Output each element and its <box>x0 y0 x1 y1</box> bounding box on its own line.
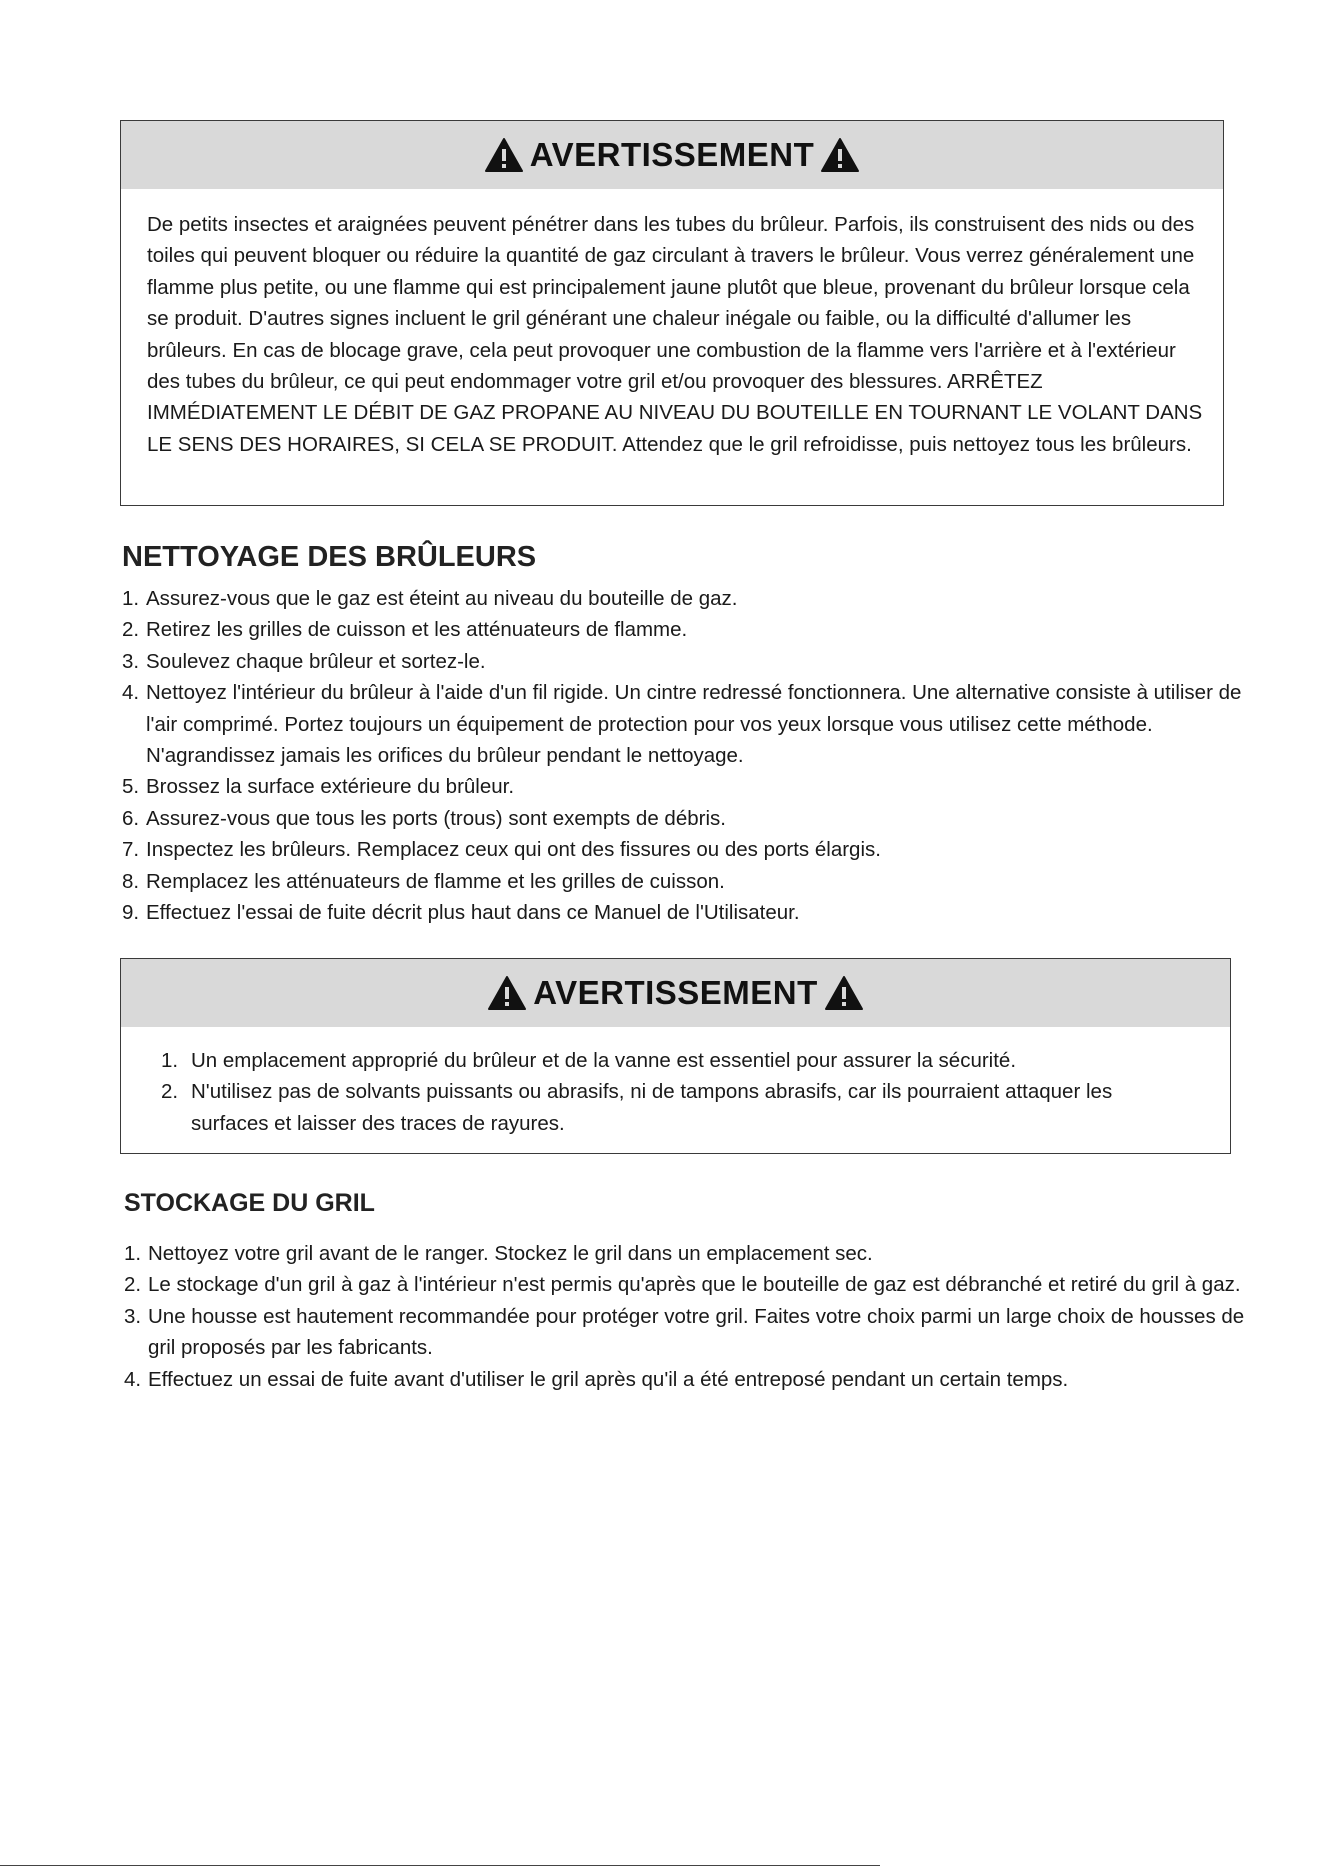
section-title-storage: STOCKAGE DU GRIL <box>124 1189 375 1217</box>
list-item <box>122 646 1246 677</box>
step-number: 4. <box>124 1367 142 1391</box>
list-item <box>124 1238 1246 1269</box>
step-text: Effectuez un essai de fuite avant d'utiliser le gril après qu'il a été entreposé pendant un certain temps. <box>148 1367 1069 1391</box>
step-text: Le stockage d'un gril à gaz à l'intérieur n'est permis qu'après que le bouteille de gaz est débranché et retiré du gril à gaz. <box>148 1273 1241 1297</box>
storage-steps-list <box>124 1238 1246 1395</box>
warning-box-insects <box>120 120 1224 506</box>
step-number: 3. <box>124 1304 142 1328</box>
warning-text: De petits insectes et araignées peuvent pénétrer dans les tubes du brûleur. Parfois, ils construisent des nids ou des toiles qui peuvent bloquer ou réduire la quantité de gaz circulant à travers le brûleur. Vous verrez généralement une flamme plus petite, ou une flamme qui est principalement jaune plutôt que bleue, provenant du brûleur lorsque cela se produit. D'autres signes incluent le gril générant une chaleur inégale ou faible, ou la difficulté d'allumer les brûleurs. En cas de blocage grave, cela peut provoquer une combustion de la flamme vers l'arrière et à l'extérieur des tubes du brûleur, ce qui peut endommager votre gril et/ou provoquer des blessures. ARRÊTEZ IMMÉDIATEMENT LE DÉBIT DE GAZ PROPANE AU NIVEAU DU BOUTEILLE EN TOURNANT LE VOLANT DANS LE SENS DES HORAIRES, SI CELA SE PRODUIT. Attendez que le gril refroidisse, puis nettoyez tous les brûleurs. <box>147 213 1203 456</box>
list-item <box>122 803 1246 834</box>
list-item <box>122 583 1246 614</box>
step-number: 5. <box>122 775 140 799</box>
warning-triangle-icon <box>824 975 864 1011</box>
step-text: Une housse est hautement recommandée pour protéger votre gril. Faites votre choix parmi un large choix de housses de gril proposés par les fabricants. <box>148 1304 1245 1360</box>
list-item <box>124 1269 1246 1300</box>
section-title-cleaning: NETTOYAGE DES BRÛLEURS <box>122 541 537 573</box>
list-item <box>147 1045 1190 1076</box>
warning-triangle-icon <box>487 975 527 1011</box>
step-number: 7. <box>122 838 140 862</box>
warning-title: AVERTISSEMENT <box>533 974 818 1011</box>
step-number: 1. <box>124 1242 142 1265</box>
step-text: Retirez les grilles de cuisson et les atténuateurs de flamme. <box>146 618 688 642</box>
warning-triangle-icon <box>484 137 524 173</box>
step-text: Effectuez l'essai de fuite décrit plus haut dans ce Manuel de l'Utilisateur. <box>146 901 800 925</box>
item-number: 1. <box>161 1049 179 1072</box>
warning-header <box>121 121 1223 189</box>
step-number: 4. <box>122 681 140 705</box>
step-number: 6. <box>122 806 140 830</box>
step-number: 2. <box>122 618 140 642</box>
cleaning-steps-list <box>122 583 1246 928</box>
step-text: Brossez la surface extérieure du brûleur. <box>146 775 515 799</box>
list-item <box>122 614 1246 645</box>
warning-header <box>121 959 1230 1027</box>
page-bottom-rule <box>0 1865 880 1866</box>
step-text: Nettoyez l'intérieur du brûleur à l'aide d'un fil rigide. Un cintre redressé fonctionnera. Une alternative consiste à utiliser de l'air comprimé. Portez toujours un équipement de protection pour vos yeux lorsque vous utilisez cette méthode. N'agrandissez jamais les orifices du brûleur pendant le nettoyage. <box>146 681 1242 768</box>
item-text: N'utilisez pas de solvants puissants ou abrasifs, ni de tampons abrasifs, car ils pourraient attaquer les surfaces et laisser des traces de rayures. <box>191 1080 1113 1135</box>
step-text: Inspectez les brûleurs. Remplacez ceux qui ont des fissures ou des ports élargis. <box>146 838 881 862</box>
warning-list <box>147 1045 1190 1139</box>
list-item <box>122 866 1246 897</box>
step-text: Soulevez chaque brûleur et sortez-le. <box>146 649 486 673</box>
list-item <box>122 677 1246 771</box>
step-text: Remplacez les atténuateurs de flamme et les grilles de cuisson. <box>146 869 725 893</box>
item-text: Un emplacement approprié du brûleur et de la vanne est essentiel pour assurer la sécurité. <box>191 1049 1017 1072</box>
warning-title: AVERTISSEMENT <box>529 136 815 173</box>
step-number: 8. <box>122 869 140 893</box>
step-text: Assurez-vous que le gaz est éteint au niveau du bouteille de gaz. <box>146 587 738 610</box>
list-item <box>147 1076 1190 1139</box>
step-number: 1. <box>122 587 140 610</box>
list-item <box>124 1301 1246 1364</box>
warning-triangle-icon <box>820 137 860 173</box>
step-text: Assurez-vous que tous les ports (trous) sont exempts de débris. <box>146 806 726 830</box>
item-number: 2. <box>161 1080 179 1104</box>
list-item <box>124 1364 1246 1395</box>
step-number: 3. <box>122 649 140 673</box>
list-item <box>122 834 1246 865</box>
step-number: 2. <box>124 1273 142 1297</box>
step-text: Nettoyez votre gril avant de le ranger. Stockez le gril dans un emplacement sec. <box>148 1242 873 1265</box>
list-item <box>122 897 1246 928</box>
warning-box-safety <box>120 958 1231 1154</box>
step-number: 9. <box>122 901 140 925</box>
list-item <box>122 771 1246 802</box>
